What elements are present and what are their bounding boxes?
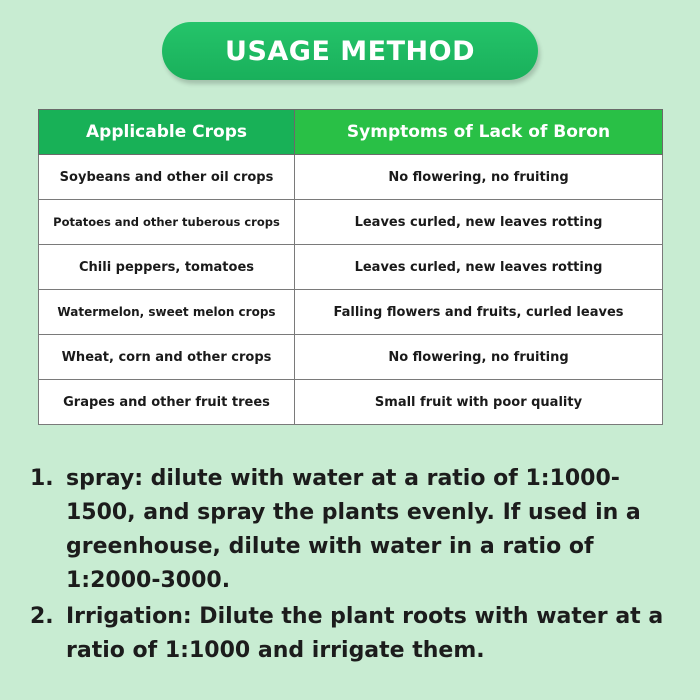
symptom-cell: Falling flowers and fruits, curled leaves: [295, 290, 663, 335]
table-row: [39, 245, 663, 290]
usage-instructions: [30, 462, 670, 670]
table-row: [39, 200, 663, 245]
instruction-item: [30, 462, 670, 598]
instruction-number: 1.: [30, 466, 54, 491]
column-header-symptoms: Symptoms of Lack of Boron: [295, 110, 663, 155]
table-header-row: [39, 110, 663, 155]
crop-cell: Wheat, corn and other crops: [39, 335, 295, 380]
symptom-cell: Leaves curled, new leaves rotting: [295, 245, 663, 290]
crop-cell: Soybeans and other oil crops: [39, 155, 295, 200]
crop-cell: Chili peppers, tomatoes: [39, 245, 295, 290]
title-banner: [162, 22, 538, 80]
table-row: [39, 290, 663, 335]
table-row: [39, 155, 663, 200]
symptom-cell: Leaves curled, new leaves rotting: [295, 200, 663, 245]
table-row: [39, 335, 663, 380]
symptom-cell: No flowering, no fruiting: [295, 155, 663, 200]
instruction-number: 2.: [30, 604, 54, 629]
page-title: USAGE METHOD: [225, 35, 475, 67]
crop-cell: Potatoes and other tuberous crops: [39, 200, 295, 245]
symptom-cell: No flowering, no fruiting: [295, 335, 663, 380]
instruction-item: [30, 600, 670, 668]
column-header-crops: Applicable Crops: [39, 110, 295, 155]
symptom-cell: Small fruit with poor quality: [295, 380, 663, 425]
crop-cell: Watermelon, sweet melon crops: [39, 290, 295, 335]
table-row: [39, 380, 663, 425]
instruction-text: spray: dilute with water at a ratio of 1:1000-1500, and spray the plants evenly. If used in a greenhouse, dilute with water in a ratio of 1:2000-3000.: [66, 466, 641, 593]
instruction-text: Irrigation: Dilute the plant roots with water at a ratio of 1:1000 and irrigate them.: [66, 604, 664, 663]
crop-cell: Grapes and other fruit trees: [39, 380, 295, 425]
boron-deficiency-table: [38, 109, 663, 425]
